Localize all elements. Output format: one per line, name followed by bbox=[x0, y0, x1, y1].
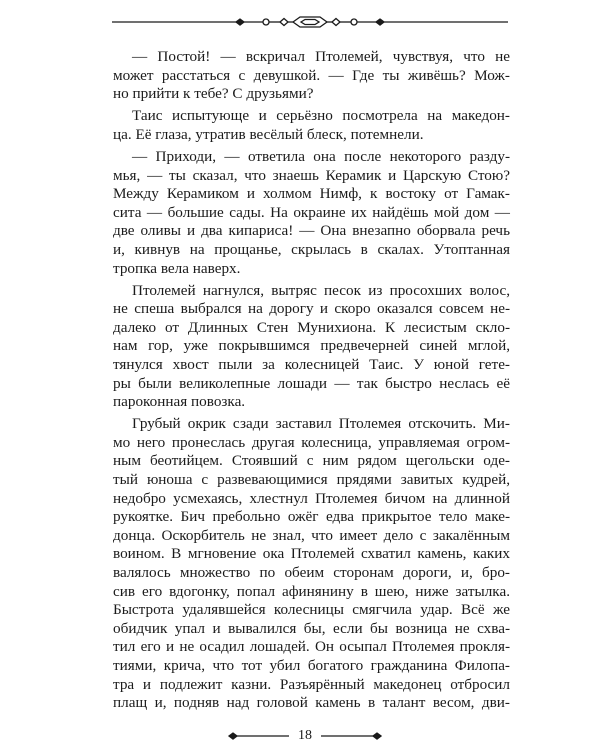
text-line: две оливы и два кипариса! — Она внезапно оборвала речь bbox=[113, 222, 510, 240]
text-line: воином. В мгновение ока Птолемей схватил камень, каких bbox=[113, 545, 510, 563]
text-line: — Постой! — вскричал Птолемей, чувствуя, что не bbox=[132, 48, 510, 65]
text-line: Грубый окрик сзади заставил Птолемея отскочить. Ми- bbox=[132, 415, 510, 433]
text-line: — Приходи, — ответила она после некоторого разду- bbox=[132, 147, 510, 165]
paragraph bbox=[113, 148, 510, 278]
page-number: 18 bbox=[298, 728, 312, 743]
paragraph bbox=[113, 282, 510, 412]
text-line: плащ и, подняв над головой камень в талант весом, дви- bbox=[113, 694, 510, 712]
paragraph bbox=[113, 48, 510, 104]
footer-ornament-left bbox=[229, 733, 237, 739]
text-line: не спеша выбрался на дорогу и скоро оказался совсем не- bbox=[113, 300, 510, 318]
footer-ornament-right bbox=[373, 733, 381, 739]
text-line: далеко от Длинных Стен Мунихиона. К лесистым скло- bbox=[113, 318, 510, 336]
text-line: тиями, крича, что тот убил богатого гражданина Филопа- bbox=[113, 657, 510, 674]
text-line: ным беотийцем. Стоявший с ним рядом щегольски оде- bbox=[113, 452, 510, 470]
text-line: тянулся хвост пыли за колесницей Таис. У юной гете- bbox=[113, 356, 510, 373]
text-line: мо него пронеслась другая колесница, управляемая огром- bbox=[113, 433, 510, 451]
body-text bbox=[113, 48, 510, 713]
text-line: ца. Её глаза, утратив весёлый блеск, потемнели. bbox=[113, 125, 424, 143]
text-line: может расстаться с девушкой. — Где ты живёшь? Мож- bbox=[113, 66, 510, 84]
text-line: сита — большие сады. На окраине их найдёшь мой дом — bbox=[113, 203, 510, 221]
text-line: валялось множество по обеим сторонам дороги, и, бро- bbox=[113, 564, 510, 582]
text-line: и, кивнув на прощанье, скрылась в скалах. Утоптанная bbox=[113, 240, 510, 258]
text-line: Таис испытующе и серьёзно посмотрела на македон- bbox=[132, 107, 510, 125]
text-line: Птолемей нагнулся, вытряс песок из просохших волос, bbox=[132, 281, 510, 299]
text-line: тый юноша с развевающимися прядями завитых кудрей, bbox=[113, 471, 510, 489]
text-line: донца. Оскорбитель не знал, что имеет дело с закалённым bbox=[113, 526, 510, 544]
text-line: ры были великолепные лошади — так быстро неслась её bbox=[113, 374, 510, 392]
header-ornament bbox=[0, 14, 600, 30]
text-line: Между Керамиком и холмом Нимф, к востоку от Гамак- bbox=[113, 185, 510, 203]
text-line: мья, — ты сказал, что знаешь Керамик и Царскую Стою? bbox=[113, 166, 510, 184]
text-line: тропка вела наверх. bbox=[113, 259, 241, 277]
text-line: но прийти к тебе? С друзьями? bbox=[113, 85, 314, 103]
text-line: сив его вдогонку, попал афинянину в шею, ниже затылка. bbox=[113, 582, 510, 600]
text-line: недобро усмехаясь, хлестнул Птолемея бичом на длинной bbox=[113, 489, 510, 507]
text-line: обидчик упал и вывалился бы, если бы возница не схва- bbox=[113, 619, 510, 637]
paragraph bbox=[113, 415, 510, 713]
text-line: рукоятке. Бич пребольно ожёг едва прикрытое тело маке- bbox=[113, 508, 510, 526]
paragraph bbox=[113, 107, 510, 144]
text-line: нам гор, уже покрывшимся предвечерней синей мглой, bbox=[113, 337, 510, 355]
text-line: тил его и не осадил лошадей. Он осыпал Птолемея прокля- bbox=[113, 638, 510, 656]
text-line: пароконная повозка. bbox=[113, 393, 246, 411]
text-line: тра и подлежит казни. Разъярённый македонец отбросил bbox=[113, 675, 510, 693]
text-line: Быстрота удалявшейся колесницы смягчила удар. Всё же bbox=[113, 601, 510, 619]
